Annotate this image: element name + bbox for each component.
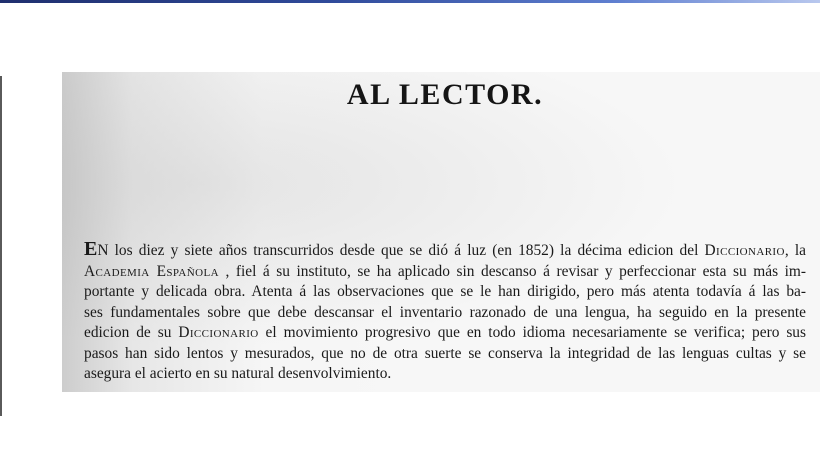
paragraph-line-7: asegura el acierto en su natural desenvolvimiento. (84, 365, 392, 382)
paragraph-line-6: pasos han sido lentos y mesurados, que no de otra suerte se conserva la integridad de las lenguas cultas y se (84, 344, 806, 362)
body-paragraph (84, 239, 806, 385)
dictionary-term: Diccionario (704, 242, 785, 259)
paragraph-line-2: Academia Española , fiel á su instituto, se ha aplicado sin descanso á revisar y perfeccionar esta su más im- (84, 262, 807, 280)
left-border (0, 76, 2, 416)
drop-initial: E (84, 238, 98, 260)
paragraph-line-4: ses fundamentales sobre que debe descansar el inventario razonado de una lengua, ha seguido en la presente (84, 303, 806, 321)
paragraph-line-3: portante y delicada obra. Atenta á las observaciones que se le han dirigido, pero más atenta todavía á las ba- (84, 283, 806, 300)
academy-term: Academia Española (84, 262, 219, 280)
top-border (0, 0, 820, 3)
dictionary-term: Diccionario (178, 324, 259, 341)
page-title: AL LECTOR. (346, 78, 544, 111)
paragraph-line-5: edicion de su Diccionario el movimiento progresivo que en todo idioma necesariamente se verifica; pero sus (84, 324, 806, 341)
paragraph-line-1: EN los diez y siete años transcurridos desde que se dió á luz (en 1852) la décima edicion del Diccionario, la (84, 238, 806, 260)
